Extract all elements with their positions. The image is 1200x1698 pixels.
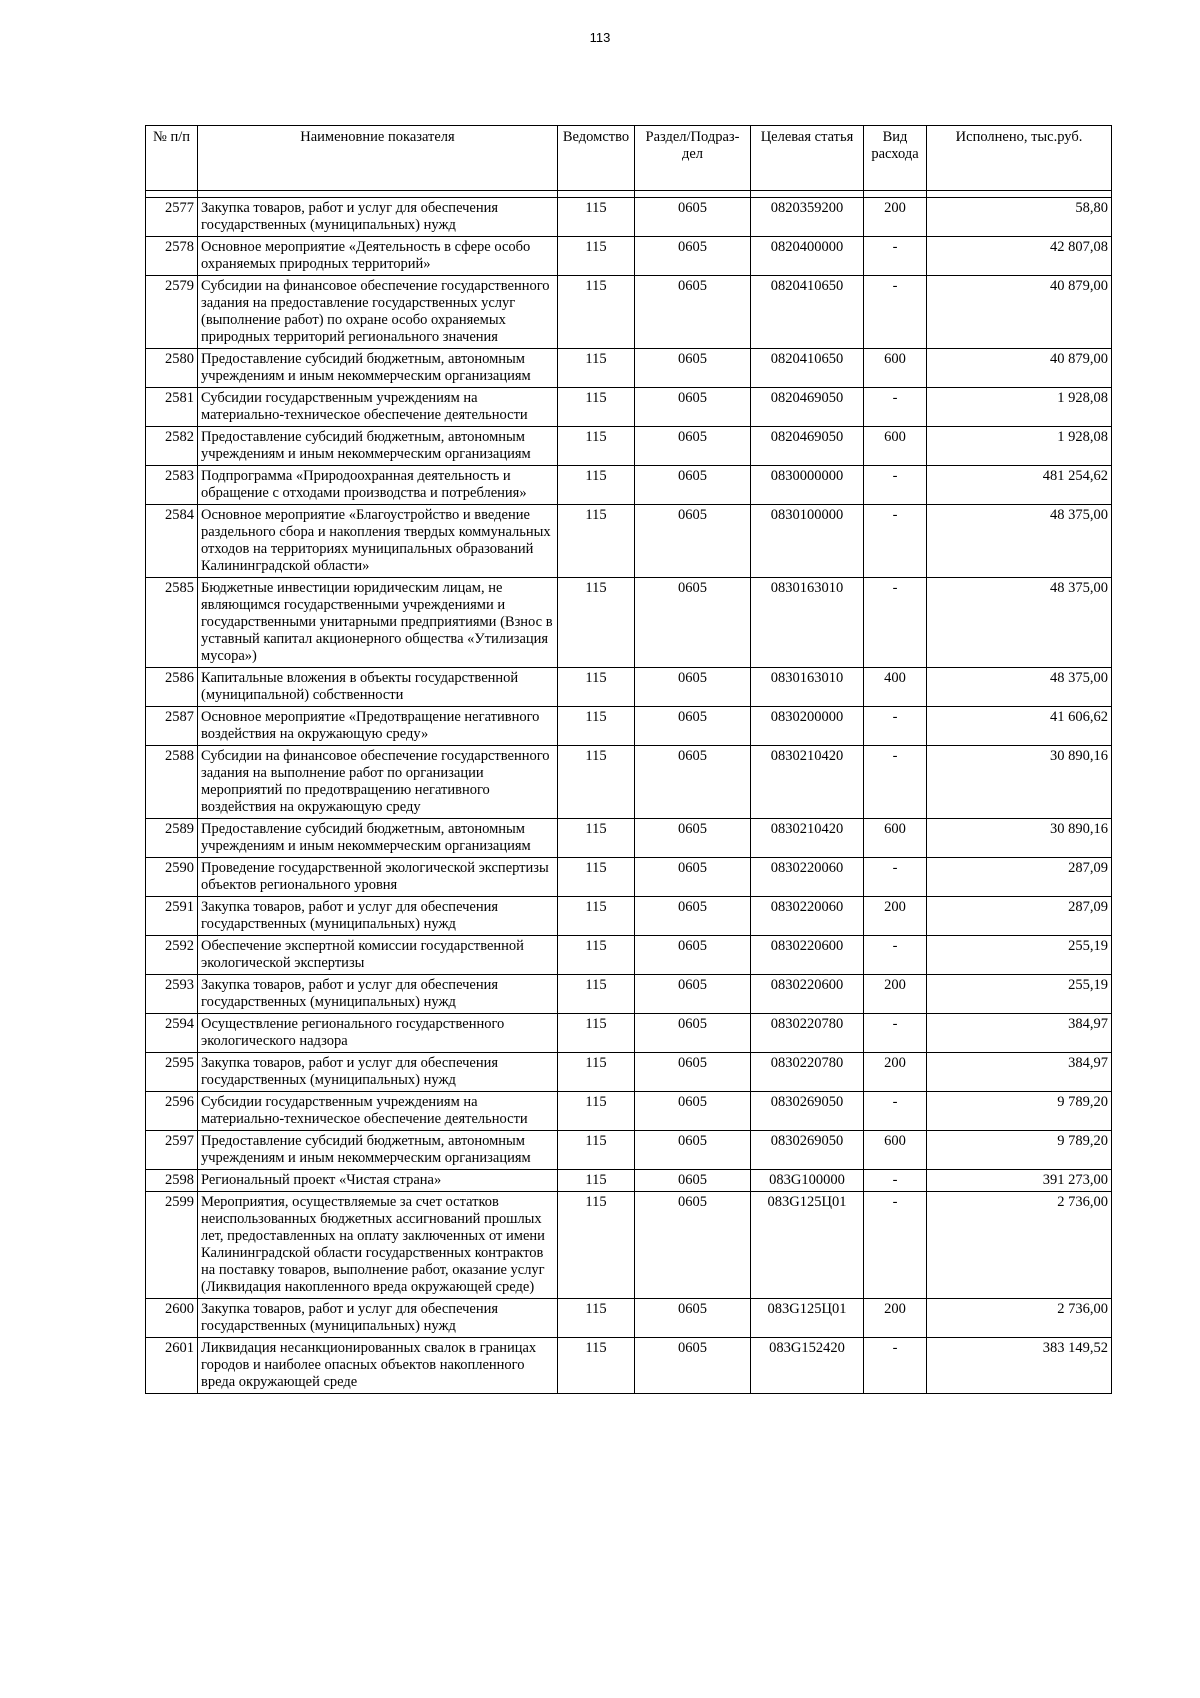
header-expense-type: Вид расхода <box>864 126 927 191</box>
row-department: 115 <box>558 427 635 466</box>
row-section: 0605 <box>635 1338 751 1394</box>
row-amount: 1 928,08 <box>927 388 1112 427</box>
row-name: Субсидии на финансовое обеспечение государственного задания на предоставление государственных услуг (выполнение работ) по охране особо охраняемых природных территорий регионального значения <box>198 276 558 349</box>
row-name: Подпрограмма «Природоохранная деятельность и обращение с отходами производства и потребления» <box>198 466 558 505</box>
table-row <box>146 1338 1112 1394</box>
row-target-article: 0820400000 <box>751 237 864 276</box>
row-name: Региональный проект «Чистая страна» <box>198 1170 558 1192</box>
header-section: Раздел/Подраз-дел <box>635 126 751 191</box>
row-expense-type: - <box>864 746 927 819</box>
row-name: Субсидии государственным учреждениям на материально-техническое обеспечение деятельности <box>198 388 558 427</box>
table-row <box>146 198 1112 237</box>
row-department: 115 <box>558 936 635 975</box>
row-department: 115 <box>558 668 635 707</box>
row-target-article: 0830269050 <box>751 1092 864 1131</box>
row-expense-type: - <box>864 237 927 276</box>
row-name: Ликвидация несанкционированных свалок в границах городов и наиболее опасных объектов накопленного вреда окружающей среде <box>198 1338 558 1394</box>
row-department: 115 <box>558 505 635 578</box>
table-row <box>146 936 1112 975</box>
row-amount: 48 375,00 <box>927 578 1112 668</box>
row-target-article: 083G152420 <box>751 1338 864 1394</box>
row-amount: 48 375,00 <box>927 505 1112 578</box>
row-expense-type: - <box>864 707 927 746</box>
row-department: 115 <box>558 1338 635 1394</box>
row-section: 0605 <box>635 1131 751 1170</box>
row-expense-type: - <box>864 276 927 349</box>
row-target-article: 0830163010 <box>751 668 864 707</box>
row-section: 0605 <box>635 668 751 707</box>
row-target-article: 0830220780 <box>751 1014 864 1053</box>
row-name: Субсидии государственным учреждениям на материально-техническое обеспечение деятельности <box>198 1092 558 1131</box>
row-expense-type: - <box>864 1170 927 1192</box>
row-number: 2590 <box>146 858 198 897</box>
row-target-article: 083G100000 <box>751 1170 864 1192</box>
row-expense-type: - <box>864 578 927 668</box>
row-number: 2583 <box>146 466 198 505</box>
row-department: 115 <box>558 1014 635 1053</box>
table-header-row <box>146 126 1112 191</box>
row-section: 0605 <box>635 237 751 276</box>
row-section: 0605 <box>635 276 751 349</box>
row-name: Предоставление субсидий бюджетным, автономным учреждениям и иным некоммерческим организациям <box>198 1131 558 1170</box>
row-name: Основное мероприятие «Предотвращение негативного воздействия на окружающую среду» <box>198 707 558 746</box>
row-expense-type: - <box>864 505 927 578</box>
row-amount: 287,09 <box>927 897 1112 936</box>
row-section: 0605 <box>635 349 751 388</box>
row-expense-type: 200 <box>864 1053 927 1092</box>
row-department: 115 <box>558 1053 635 1092</box>
row-name: Закупка товаров, работ и услуг для обеспечения государственных (муниципальных) нужд <box>198 1053 558 1092</box>
row-number: 2600 <box>146 1299 198 1338</box>
row-section: 0605 <box>635 1170 751 1192</box>
row-expense-type: - <box>864 936 927 975</box>
page-number: 113 <box>589 30 611 45</box>
row-section: 0605 <box>635 975 751 1014</box>
row-target-article: 0820359200 <box>751 198 864 237</box>
row-department: 115 <box>558 198 635 237</box>
row-section: 0605 <box>635 897 751 936</box>
row-name: Обеспечение экспертной комиссии государственной экологической экспертизы <box>198 936 558 975</box>
row-section: 0605 <box>635 1299 751 1338</box>
row-section: 0605 <box>635 1092 751 1131</box>
row-target-article: 0820469050 <box>751 427 864 466</box>
table-row <box>146 1299 1112 1338</box>
row-target-article: 0820410650 <box>751 349 864 388</box>
row-target-article: 0830210420 <box>751 746 864 819</box>
row-section: 0605 <box>635 819 751 858</box>
row-name: Закупка товаров, работ и услуг для обеспечения государственных (муниципальных) нужд <box>198 975 558 1014</box>
row-amount: 2 736,00 <box>927 1192 1112 1299</box>
row-expense-type: 200 <box>864 897 927 936</box>
row-section: 0605 <box>635 388 751 427</box>
row-expense-type: 600 <box>864 427 927 466</box>
row-number: 2598 <box>146 1170 198 1192</box>
row-name: Предоставление субсидий бюджетным, автономным учреждениям и иным некоммерческим организациям <box>198 349 558 388</box>
row-target-article: 0830210420 <box>751 819 864 858</box>
row-department: 115 <box>558 349 635 388</box>
row-target-article: 0830220780 <box>751 1053 864 1092</box>
row-number: 2595 <box>146 1053 198 1092</box>
row-name: Основное мероприятие «Деятельность в сфере особо охраняемых природных территорий» <box>198 237 558 276</box>
row-name: Предоставление субсидий бюджетным, автономным учреждениям и иным некоммерческим организациям <box>198 819 558 858</box>
row-number: 2588 <box>146 746 198 819</box>
row-department: 115 <box>558 388 635 427</box>
row-target-article: 0830220600 <box>751 936 864 975</box>
row-target-article: 083G125Ц01 <box>751 1192 864 1299</box>
row-department: 115 <box>558 707 635 746</box>
row-expense-type: - <box>864 1192 927 1299</box>
row-target-article: 0830269050 <box>751 1131 864 1170</box>
table-body <box>146 191 1112 1394</box>
table-row <box>146 897 1112 936</box>
row-amount: 481 254,62 <box>927 466 1112 505</box>
row-amount: 42 807,08 <box>927 237 1112 276</box>
header-target-article: Целевая статья <box>751 126 864 191</box>
row-number: 2586 <box>146 668 198 707</box>
row-target-article: 083G125Ц01 <box>751 1299 864 1338</box>
row-target-article: 0830100000 <box>751 505 864 578</box>
row-expense-type: - <box>864 1092 927 1131</box>
table-row <box>146 466 1112 505</box>
row-expense-type: 600 <box>864 349 927 388</box>
row-target-article: 0830220060 <box>751 897 864 936</box>
row-name: Закупка товаров, работ и услуг для обеспечения государственных (муниципальных) нужд <box>198 198 558 237</box>
row-name: Бюджетные инвестиции юридическим лицам, не являющимся государственными учреждениями и государственными унитарными предприятиями (Взнос в уставный капитал акционерного общества «Утилизация мусора») <box>198 578 558 668</box>
row-amount: 40 879,00 <box>927 349 1112 388</box>
row-expense-type: 200 <box>864 1299 927 1338</box>
row-target-article: 0820410650 <box>751 276 864 349</box>
row-amount: 255,19 <box>927 975 1112 1014</box>
row-expense-type: 600 <box>864 1131 927 1170</box>
row-department: 115 <box>558 897 635 936</box>
table-row <box>146 237 1112 276</box>
row-expense-type: - <box>864 858 927 897</box>
row-section: 0605 <box>635 198 751 237</box>
row-name: Осуществление регионального государственного экологического надзора <box>198 1014 558 1053</box>
header-num: № п/п <box>146 126 198 191</box>
row-name: Капитальные вложения в объекты государственной (муниципальной) собственности <box>198 668 558 707</box>
row-amount: 40 879,00 <box>927 276 1112 349</box>
row-section: 0605 <box>635 578 751 668</box>
row-department: 115 <box>558 1299 635 1338</box>
row-number: 2601 <box>146 1338 198 1394</box>
row-section: 0605 <box>635 505 751 578</box>
row-number: 2593 <box>146 975 198 1014</box>
row-name: Субсидии на финансовое обеспечение государственного задания на выполнение работ по организации мероприятий по предотвращению негативного воздействия на окружающую среду <box>198 746 558 819</box>
row-name: Мероприятия, осуществляемые за счет остатков неиспользованных бюджетных ассигнований прошлых лет, предоставленных на оплату заключенных от имени Калининградской области государственных контрактов на поставку товаров, выполнение работ, оказание услуг (Ликвидация накопленного вреда окружающей среде) <box>198 1192 558 1299</box>
row-number: 2581 <box>146 388 198 427</box>
row-amount: 384,97 <box>927 1053 1112 1092</box>
row-amount: 30 890,16 <box>927 746 1112 819</box>
row-name: Закупка товаров, работ и услуг для обеспечения государственных (муниципальных) нужд <box>198 1299 558 1338</box>
table-row <box>146 668 1112 707</box>
row-target-article: 0830220060 <box>751 858 864 897</box>
row-target-article: 0820469050 <box>751 388 864 427</box>
row-department: 115 <box>558 466 635 505</box>
row-number: 2580 <box>146 349 198 388</box>
row-department: 115 <box>558 1170 635 1192</box>
row-number: 2594 <box>146 1014 198 1053</box>
row-department: 115 <box>558 1092 635 1131</box>
row-expense-type: - <box>864 388 927 427</box>
row-number: 2584 <box>146 505 198 578</box>
row-number: 2577 <box>146 198 198 237</box>
row-number: 2582 <box>146 427 198 466</box>
row-number: 2587 <box>146 707 198 746</box>
row-number: 2578 <box>146 237 198 276</box>
row-expense-type: - <box>864 1014 927 1053</box>
budget-table <box>145 125 1112 1394</box>
row-target-article: 0830163010 <box>751 578 864 668</box>
table-row <box>146 505 1112 578</box>
row-amount: 9 789,20 <box>927 1131 1112 1170</box>
row-department: 115 <box>558 1131 635 1170</box>
table-row <box>146 707 1112 746</box>
table-row <box>146 1192 1112 1299</box>
table-row <box>146 427 1112 466</box>
row-amount: 391 273,00 <box>927 1170 1112 1192</box>
table-row <box>146 858 1112 897</box>
row-name: Основное мероприятие «Благоустройство и введение раздельного сбора и накопления твердых коммунальных отходов на территориях муниципальных образований Калининградской области» <box>198 505 558 578</box>
row-number: 2591 <box>146 897 198 936</box>
row-target-article: 0830200000 <box>751 707 864 746</box>
table-row <box>146 819 1112 858</box>
row-name: Закупка товаров, работ и услуг для обеспечения государственных (муниципальных) нужд <box>198 897 558 936</box>
row-section: 0605 <box>635 466 751 505</box>
row-number: 2599 <box>146 1192 198 1299</box>
row-expense-type: - <box>864 466 927 505</box>
row-amount: 255,19 <box>927 936 1112 975</box>
row-section: 0605 <box>635 858 751 897</box>
header-amount: Исполнено, тыс.руб. <box>927 126 1112 191</box>
row-section: 0605 <box>635 1014 751 1053</box>
row-section: 0605 <box>635 1053 751 1092</box>
row-amount: 383 149,52 <box>927 1338 1112 1394</box>
header-name: Наименовние показателя <box>198 126 558 191</box>
row-section: 0605 <box>635 1192 751 1299</box>
row-section: 0605 <box>635 427 751 466</box>
row-expense-type: 200 <box>864 975 927 1014</box>
row-name: Предоставление субсидий бюджетным, автономным учреждениям и иным некоммерческим организациям <box>198 427 558 466</box>
row-department: 115 <box>558 237 635 276</box>
row-amount: 41 606,62 <box>927 707 1112 746</box>
row-number: 2585 <box>146 578 198 668</box>
table-row <box>146 746 1112 819</box>
row-department: 115 <box>558 276 635 349</box>
table-row <box>146 349 1112 388</box>
row-expense-type: - <box>864 1338 927 1394</box>
row-section: 0605 <box>635 746 751 819</box>
row-amount: 9 789,20 <box>927 1092 1112 1131</box>
row-amount: 2 736,00 <box>927 1299 1112 1338</box>
row-department: 115 <box>558 578 635 668</box>
row-section: 0605 <box>635 936 751 975</box>
table-row <box>146 388 1112 427</box>
table-row <box>146 1053 1112 1092</box>
row-number: 2589 <box>146 819 198 858</box>
row-department: 115 <box>558 975 635 1014</box>
row-expense-type: 200 <box>864 198 927 237</box>
table-row <box>146 276 1112 349</box>
table-row <box>146 1131 1112 1170</box>
row-number: 2596 <box>146 1092 198 1131</box>
row-expense-type: 600 <box>864 819 927 858</box>
table-row <box>146 1092 1112 1131</box>
row-department: 115 <box>558 819 635 858</box>
row-name: Проведение государственной экологической экспертизы объектов регионального уровня <box>198 858 558 897</box>
row-amount: 1 928,08 <box>927 427 1112 466</box>
row-target-article: 0830000000 <box>751 466 864 505</box>
row-department: 115 <box>558 1192 635 1299</box>
table-row <box>146 1014 1112 1053</box>
row-number: 2597 <box>146 1131 198 1170</box>
row-amount: 287,09 <box>927 858 1112 897</box>
table-row <box>146 975 1112 1014</box>
row-number: 2592 <box>146 936 198 975</box>
table-row <box>146 578 1112 668</box>
header-gap-row <box>146 191 1112 198</box>
row-amount: 48 375,00 <box>927 668 1112 707</box>
row-amount: 384,97 <box>927 1014 1112 1053</box>
table-row <box>146 1170 1112 1192</box>
row-expense-type: 400 <box>864 668 927 707</box>
row-number: 2579 <box>146 276 198 349</box>
row-department: 115 <box>558 858 635 897</box>
header-department: Ведомство <box>558 126 635 191</box>
row-department: 115 <box>558 746 635 819</box>
row-section: 0605 <box>635 707 751 746</box>
row-target-article: 0830220600 <box>751 975 864 1014</box>
row-amount: 30 890,16 <box>927 819 1112 858</box>
row-amount: 58,80 <box>927 198 1112 237</box>
